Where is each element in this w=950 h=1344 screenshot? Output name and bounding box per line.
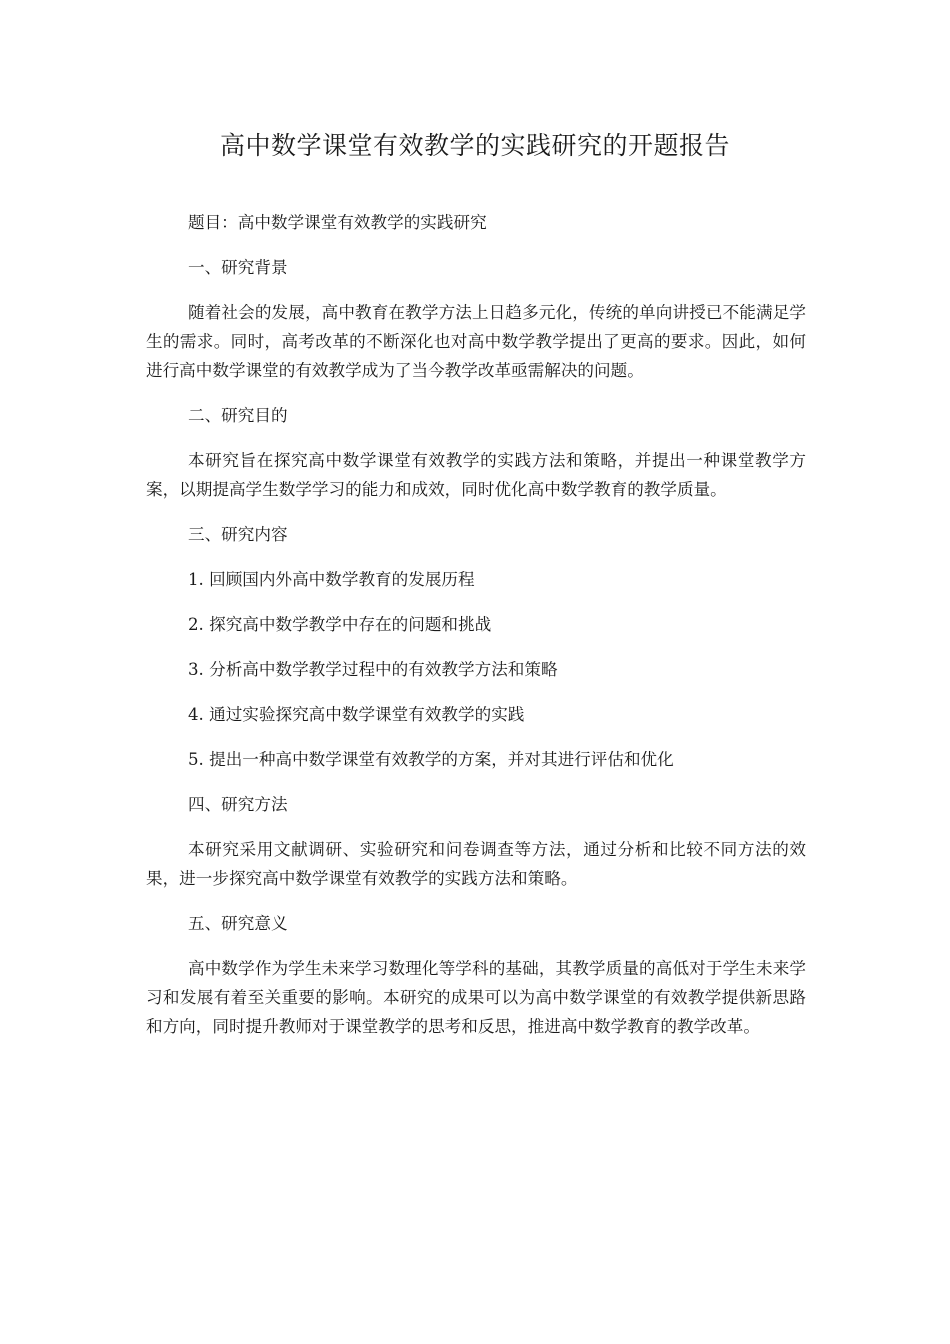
section-body-method: 本研究采用文献调研、实验研究和问卷调查等方法，通过分析和比较不同方法的效果，进一步探究高中数学课堂有效教学的实践方法和策略。 <box>146 840 806 888</box>
section-body-purpose: 本研究旨在探究高中数学课堂有效教学的实践方法和策略，并提出一种课堂教学方案，以期提高学生数学学习的能力和成效，同时优化高中数学教育的教学质量。 <box>146 451 806 499</box>
topic-line: 题目：高中数学课堂有效教学的实践研究 <box>188 213 487 232</box>
section-heading-method: 四、研究方法 <box>188 795 288 814</box>
section-heading-significance: 五、研究意义 <box>188 914 288 933</box>
section-heading-content: 三、研究内容 <box>188 525 288 544</box>
section-heading-background: 一、研究背景 <box>188 258 288 277</box>
section-heading-purpose: 二、研究目的 <box>188 406 288 425</box>
list-item: 3. 分析高中数学教学过程中的有效教学方法和策略 <box>188 660 558 679</box>
section-body-significance: 高中数学作为学生未来学习数理化等学科的基础，其教学质量的高低对于学生未来学习和发展有着至关重要的影响。本研究的成果可以为高中数学课堂的有效教学提供新思路和方向，同时提升教师对于课堂教学的思考和反思，推进高中数学教育的教学改革。 <box>146 959 806 1036</box>
section-body-background: 随着社会的发展，高中教育在教学方法上日趋多元化，传统的单向讲授已不能满足学生的需求。同时，高考改革的不断深化也对高中数学教学提出了更高的要求。因此，如何进行高中数学课堂的有效教学成为了当今教学改革亟需解决的问题。 <box>146 303 806 380</box>
document-body <box>146 208 806 1041</box>
list-item: 1. 回顾国内外高中数学教育的发展历程 <box>188 570 475 589</box>
list-item: 5. 提出一种高中数学课堂有效教学的方案，并对其进行评估和优化 <box>188 750 674 769</box>
list-item: 4. 通过实验探究高中数学课堂有效教学的实践 <box>188 705 525 724</box>
list-item: 2. 探究高中数学教学中存在的问题和挑战 <box>188 615 492 634</box>
document-title: 高中数学课堂有效教学的实践研究的开题报告 <box>219 131 730 160</box>
